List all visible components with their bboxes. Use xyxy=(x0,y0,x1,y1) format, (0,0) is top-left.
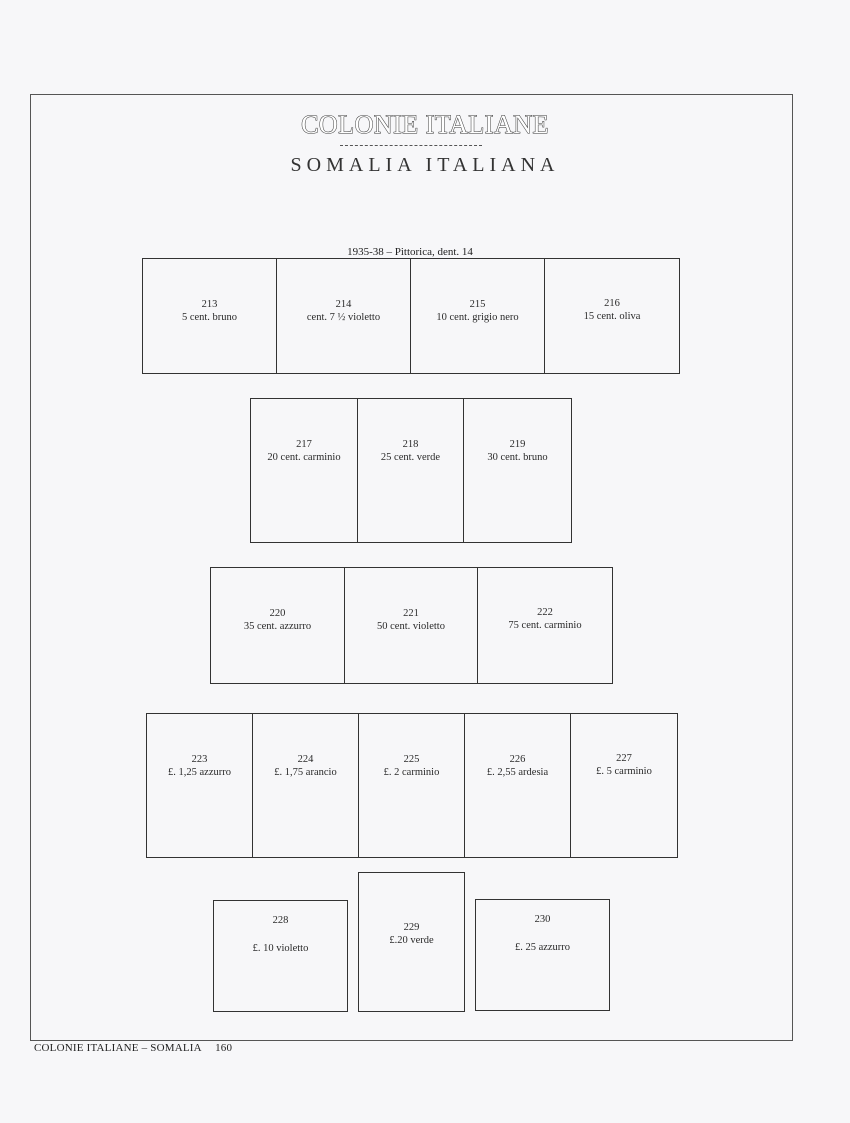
stamp-space xyxy=(571,714,677,857)
stamp-description: £. 1,75 arancio xyxy=(274,767,337,778)
stamp-number: 230 xyxy=(534,914,551,925)
stamp-number: 229 xyxy=(403,922,420,933)
stamp-description: £. 25 azzurro xyxy=(514,942,571,953)
stamp-number: 219 xyxy=(509,439,526,450)
stamp-row xyxy=(142,258,680,374)
stamp-number: 218 xyxy=(402,439,419,450)
stamp-number: 220 xyxy=(269,608,286,619)
stamp-description: cent. 7 ½ violetto xyxy=(306,312,381,323)
footer-text: COLONIE ITALIANE – SOMALIA xyxy=(34,1042,202,1054)
stamp-description: 35 cent. azzurro xyxy=(243,621,312,632)
stamp-space xyxy=(213,900,348,1012)
stamp-description: 20 cent. carminio xyxy=(267,452,341,463)
stamp-description: £. 2,55 ardesia xyxy=(486,767,549,778)
stamp-space xyxy=(147,714,253,857)
stamp-number: 213 xyxy=(201,299,218,310)
stamp-description: 30 cent. bruno xyxy=(487,452,548,463)
stamp-number: 223 xyxy=(191,754,208,765)
stamp-space xyxy=(464,399,571,542)
stamp-space xyxy=(143,259,277,373)
stamp-number: 227 xyxy=(616,753,632,764)
stamp-space xyxy=(465,714,571,857)
stamp-description: 50 cent. violetto xyxy=(377,621,445,632)
stamp-number: 224 xyxy=(297,754,314,765)
stamp-number: 221 xyxy=(403,608,419,619)
stamp-space xyxy=(358,399,464,542)
stamp-space xyxy=(345,568,478,683)
page-subtitle: SOMALIA ITALIANA xyxy=(290,154,560,176)
page-title: COLONIE ITALIANE xyxy=(301,110,549,139)
page-footer xyxy=(34,1042,232,1054)
series-caption: 1935-38 – Pittorica, dent. 14 xyxy=(347,246,473,258)
stamp-space xyxy=(411,259,545,373)
stamp-row xyxy=(210,567,613,684)
stamp-description: 15 cent. oliva xyxy=(583,311,641,322)
stamp-description: £. 10 violetto xyxy=(252,943,309,954)
stamp-space xyxy=(277,259,411,373)
stamp-description: £. 5 carminio xyxy=(596,766,652,777)
stamp-description: 5 cent. bruno xyxy=(181,312,238,323)
stamp-row xyxy=(250,398,572,543)
stamp-space xyxy=(211,568,345,683)
stamp-space xyxy=(251,399,358,542)
stamp-number: 216 xyxy=(604,298,620,309)
stamp-number: 226 xyxy=(509,754,526,765)
stamp-number: 222 xyxy=(537,607,553,618)
stamp-row xyxy=(146,713,678,858)
stamp-number: 214 xyxy=(335,299,352,310)
stamp-description: £. 1,25 azzurro xyxy=(168,767,231,778)
stamp-description: 10 cent. grigio nero xyxy=(436,312,519,323)
stamp-space xyxy=(253,714,359,857)
stamp-space xyxy=(358,872,465,1012)
stamp-space xyxy=(545,259,679,373)
stamp-description: 75 cent. carminio xyxy=(508,620,582,631)
title-divider xyxy=(340,145,482,146)
stamp-space xyxy=(359,714,465,857)
stamp-space xyxy=(478,568,612,683)
stamp-space xyxy=(475,899,610,1011)
stamp-number: 225 xyxy=(403,754,420,765)
stamp-number: 228 xyxy=(272,915,289,926)
stamp-description: £.20 verde xyxy=(389,935,434,946)
stamp-number: 217 xyxy=(296,439,312,450)
stamp-description: 25 cent. verde xyxy=(380,452,441,463)
stamp-description: £. 2 carminio xyxy=(383,767,440,778)
page-number: 160 xyxy=(215,1042,233,1054)
stamp-number: 215 xyxy=(469,299,486,310)
